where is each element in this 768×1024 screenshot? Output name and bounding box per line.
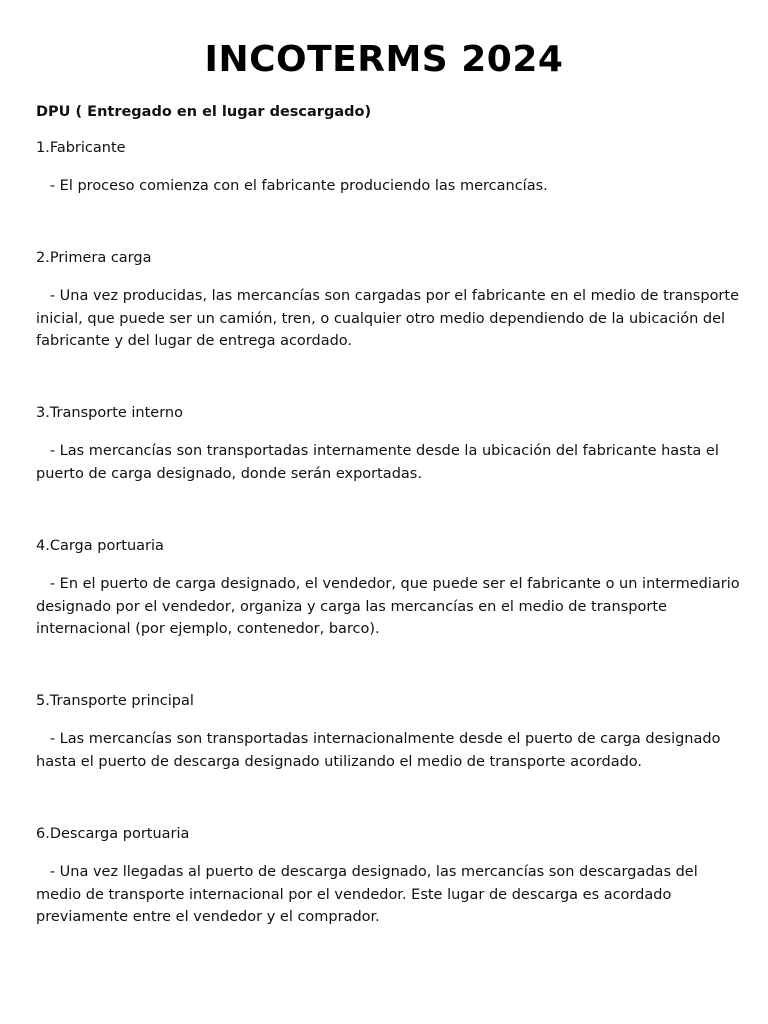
section-heading-primera-carga: 2.Primera carga [36,250,152,266]
section-text-descarga-portuaria: - Una vez llegadas al puerto de descarga designado, las mercancías son descargadas del medio de transporte internacional por el vendedor. Este lugar de descarga es acordado previamente entre el vendedor y el comprador. [36,864,703,925]
document-subtitle: DPU ( Entregado en el lugar descargado) [36,104,372,120]
section-heading-carga-portuaria: 4.Carga portuaria [36,538,164,554]
section-text-fabricante: - El proceso comienza con el fabricante produciendo las mercancías. [36,178,548,194]
section-heading-transporte-interno: 3.Transporte interno [36,405,183,421]
section-text-primera-carga: - Una vez producidas, las mercancías son cargadas por el fabricante en el medio de transporte inicial, que puede ser un camión, tren, o cualquier otro medio dependiendo de la ubicación del fabricante y del lugar de entrega acordado. [36,288,744,349]
section-heading-transporte-principal: 5.Transporte principal [36,693,194,709]
section-heading-descarga-portuaria: 6.Descarga portuaria [36,826,190,842]
document-title: INCOTERMS 2024 [204,39,564,80]
section-text-transporte-principal: - Las mercancías son transportadas internacionalmente desde el puerto de carga designado hasta el puerto de descarga designado utilizando el medio de transporte acordado. [36,731,726,770]
section-heading-fabricante: 1.Fabricante [36,140,126,156]
section-text-transporte-interno: - Las mercancías son transportadas internamente desde la ubicación del fabricante hasta el puerto de carga designado, donde serán exportadas. [36,443,724,482]
section-text-carga-portuaria: - En el puerto de carga designado, el vendedor, que puede ser el fabricante o un intermediario designado por el vendedor, organiza y carga las mercancías en el medio de transporte internacional (por ejemplo, contenedor, barco). [36,576,745,637]
